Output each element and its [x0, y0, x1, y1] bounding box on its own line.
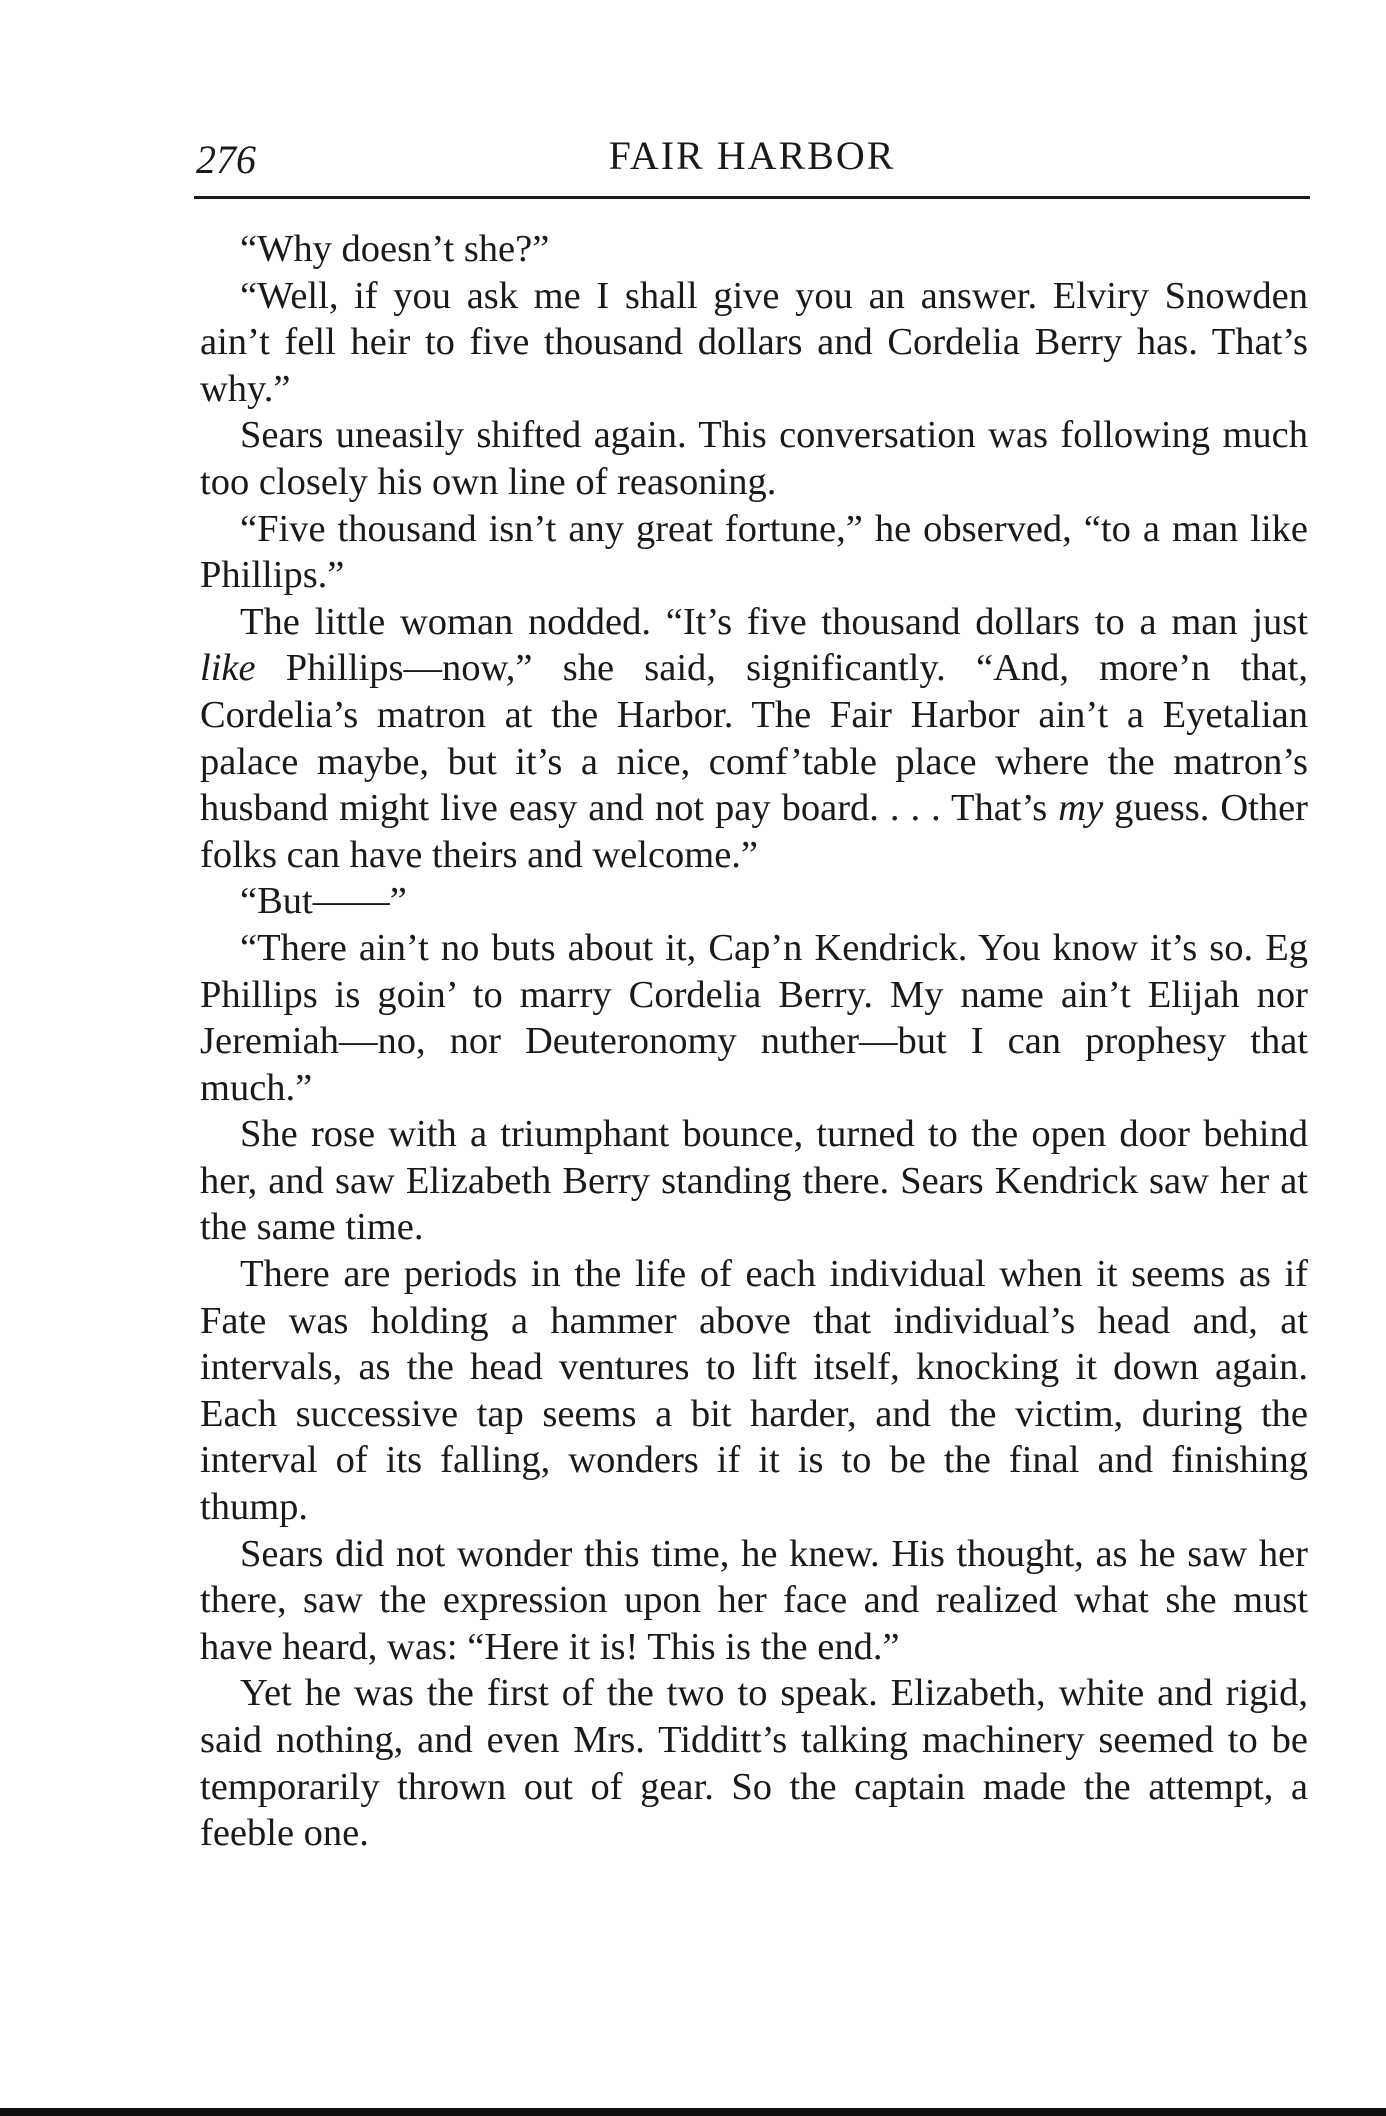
text-run: guess. Other folks can have theirs and welcome.” [200, 787, 1308, 876]
text-run: The little woman nodded. “It’s five thousand dollars to a man just [240, 600, 1308, 643]
paragraph [200, 273, 1308, 413]
text-run: “Well, if you ask me I shall give you an answer. Elviry Snowden ain’t fell heir to five thousand dollars and Cordelia Berry has. That’s why.” [200, 274, 1308, 410]
paragraph [200, 226, 1308, 273]
text-run: “There ain’t no buts about it, Cap’n Kendrick. You know it’s so. Eg Phillips is goin’ to marry Cordelia Berry. My name ain’t Elijah nor Jeremiah—no, nor Deuteronomy nuther—but I can prophesy that much.” [200, 926, 1308, 1109]
scan-edge-bar [0, 2108, 1386, 2116]
paragraph [200, 925, 1308, 1111]
paragraph [200, 1251, 1308, 1531]
text-run: Phillips—now,” she said, significantly. “And, more’n that, Cordelia’s matron at the Harbor. The Fair Harbor ain’t a Eyetalian palace maybe, but it’s a nice, comf’table place where the matron’s husband might live easy and not pay board. . . . That’s [200, 647, 1308, 830]
text-run: “Five thousand isn’t any great fortune,” he observed, “to a man like Phillips.” [200, 507, 1308, 597]
page-number: 276 [196, 137, 256, 182]
page-header [196, 128, 1308, 188]
body-text [200, 226, 1308, 1857]
header-rule [194, 196, 1310, 199]
text-run: Sears did not wonder this time, he knew. His thought, as he saw her there, saw the expression upon her face and realized what she must have heard, was: “Here it is! This is the end.” [200, 1532, 1308, 1668]
text-run: “Why doesn’t she?” [240, 228, 550, 270]
paragraph [200, 412, 1308, 505]
running-title: FAIR HARBOR [608, 133, 896, 178]
paragraph [200, 599, 1308, 879]
paragraph [200, 1531, 1308, 1671]
text-run: She rose with a triumphant bounce, turned to the open door behind her, and saw Elizabeth Berry standing there. Sears Kendrick saw her at the same time. [200, 1113, 1308, 1249]
paragraph [200, 1111, 1308, 1251]
text-run: Yet he was the first of the two to speak. Elizabeth, white and rigid, said nothing, and even Mrs. Tidditt’s talking machinery seemed to be temporarily thrown out of gear. So the captain made the attempt, a feeble one. [200, 1672, 1308, 1855]
text-run: “But——” [240, 880, 407, 923]
text-run: There are periods in the life of each individual when it seems as if Fate was holding a hammer above that individual’s head and, at intervals, as the head ventures to lift itself, knocking it down again. Each successive tap seems a bit harder, and the victim, during the interval of its falling, wonders if it is to be the final and finishing thump. [200, 1253, 1308, 1529]
paragraph [200, 878, 1308, 925]
italic-text: like [200, 647, 256, 690]
text-run: Sears uneasily shifted again. This conversation was following much too closely his own line of reasoning. [200, 414, 1308, 503]
paragraph [200, 1670, 1308, 1856]
paragraph [200, 506, 1308, 599]
italic-text: my [1058, 787, 1104, 830]
